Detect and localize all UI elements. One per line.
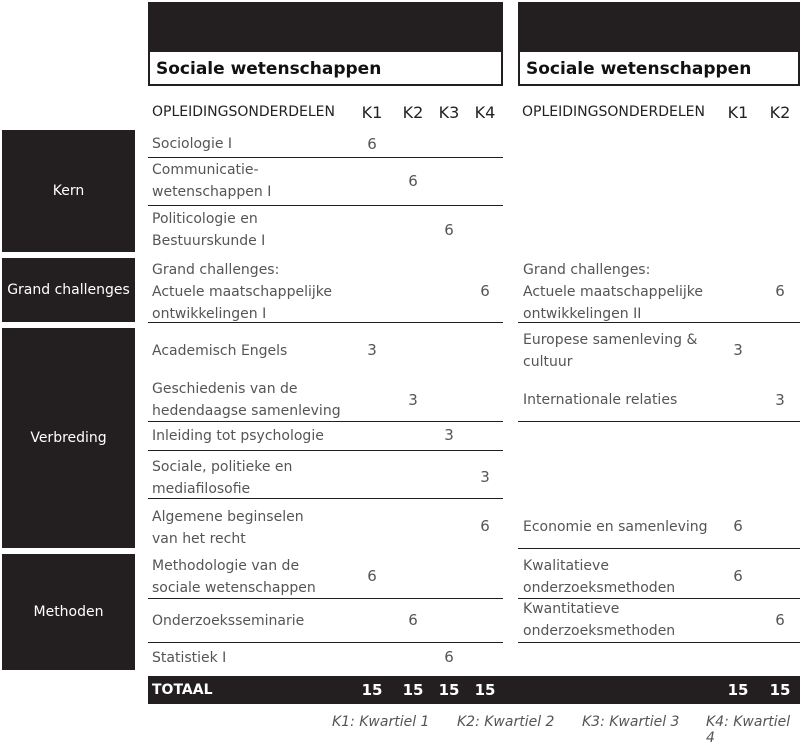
row-divider xyxy=(148,642,503,643)
row-divider xyxy=(148,205,503,206)
course-name: Sociologie I xyxy=(152,136,233,152)
course-credits: 6 xyxy=(444,221,454,239)
right-quarter-header: K1 xyxy=(727,103,749,122)
right-column-header: OPLEIDINGSONDERDELEN xyxy=(522,104,705,120)
course-name: Sociale, politieke en mediafilosofie xyxy=(152,459,293,497)
course-name: Europese samenleving & cultuur xyxy=(523,332,698,370)
left-quarter-header: K3 xyxy=(438,103,460,122)
course-credits: 6 xyxy=(480,282,490,300)
left-column-header: OPLEIDINGSONDERDELEN xyxy=(152,104,335,120)
row-divider xyxy=(518,421,800,422)
legend-item: K4: Kwartiel 4 xyxy=(706,714,791,746)
course-credits: 6 xyxy=(775,611,785,629)
right-title: Sociale wetenschappen xyxy=(518,52,800,86)
course-name: Grand challenges: Actuele maatschappelijke ontwikkelingen I xyxy=(152,262,332,322)
row-divider xyxy=(148,322,503,323)
left-quarter-header: K1 xyxy=(361,103,383,122)
course-name: Algemene beginselen van het recht xyxy=(152,509,304,547)
course-credits: 6 xyxy=(408,172,418,190)
left-quarter-header: K2 xyxy=(402,103,424,122)
course-name: Onderzoeksseminarie xyxy=(152,613,305,629)
course-name: Statistiek I xyxy=(152,650,227,666)
total-value: 15 xyxy=(769,681,791,699)
course-name: Communicatie- wetenschappen I xyxy=(152,162,272,200)
course-name: Economie en samenleving xyxy=(523,519,708,535)
course-credits: 6 xyxy=(367,567,377,585)
course-credits: 3 xyxy=(480,468,490,486)
course-credits: 3 xyxy=(775,391,785,409)
legend-item: K3: Kwartiel 3 xyxy=(582,714,680,730)
category-grand-challenges: Grand challenges xyxy=(2,258,135,322)
row-divider xyxy=(148,498,503,499)
course-name: Politicologie en Bestuurskunde I xyxy=(152,211,266,249)
right-header-bar xyxy=(518,2,800,52)
legend-item: K2: Kwartiel 2 xyxy=(457,714,555,730)
course-credits: 6 xyxy=(408,611,418,629)
course-name: Geschiedenis van de hedendaagse samenleving xyxy=(152,381,341,419)
total-value: 15 xyxy=(474,681,496,699)
left-quarter-header: K4 xyxy=(474,103,496,122)
course-credits: 3 xyxy=(367,341,377,359)
course-credits: 6 xyxy=(775,282,785,300)
course-name: Grand challenges: Actuele maatschappelijke ontwikkelingen II xyxy=(523,262,703,322)
left-title: Sociale wetenschappen xyxy=(148,52,503,86)
total-value: 15 xyxy=(727,681,749,699)
row-divider xyxy=(518,642,800,643)
row-divider xyxy=(518,548,800,549)
course-name: Inleiding tot psychologie xyxy=(152,428,324,444)
course-name: Academisch Engels xyxy=(152,343,288,359)
category-kern: Kern xyxy=(2,130,135,252)
row-divider xyxy=(148,598,503,599)
course-credits: 6 xyxy=(733,567,743,585)
row-divider xyxy=(148,157,503,158)
total-value: 15 xyxy=(402,681,424,699)
course-credits: 3 xyxy=(444,426,454,444)
total-value: 15 xyxy=(361,681,383,699)
right-quarter-header: K2 xyxy=(769,103,791,122)
legend-item: K1: Kwartiel 1 xyxy=(332,714,430,730)
course-credits: 6 xyxy=(367,135,377,153)
course-name: Methodologie van de sociale wetenschappen xyxy=(152,558,316,596)
course-name: Kwalitatieve onderzoeksmethoden xyxy=(523,558,676,596)
row-divider xyxy=(148,450,503,451)
left-header-bar xyxy=(148,2,503,52)
course-name: Internationale relaties xyxy=(523,392,678,408)
row-divider xyxy=(518,322,800,323)
category-verbreding: Verbreding xyxy=(2,328,135,548)
course-name: Kwantitatieve onderzoeksmethoden xyxy=(523,601,676,639)
row-divider xyxy=(148,421,503,422)
course-credits: 3 xyxy=(408,391,418,409)
course-credits: 3 xyxy=(733,341,743,359)
total-value: 15 xyxy=(438,681,460,699)
category-methoden: Methoden xyxy=(2,554,135,670)
total-label: TOTAAL xyxy=(152,682,213,698)
course-credits: 6 xyxy=(444,648,454,666)
course-credits: 6 xyxy=(733,517,743,535)
course-credits: 6 xyxy=(480,517,490,535)
